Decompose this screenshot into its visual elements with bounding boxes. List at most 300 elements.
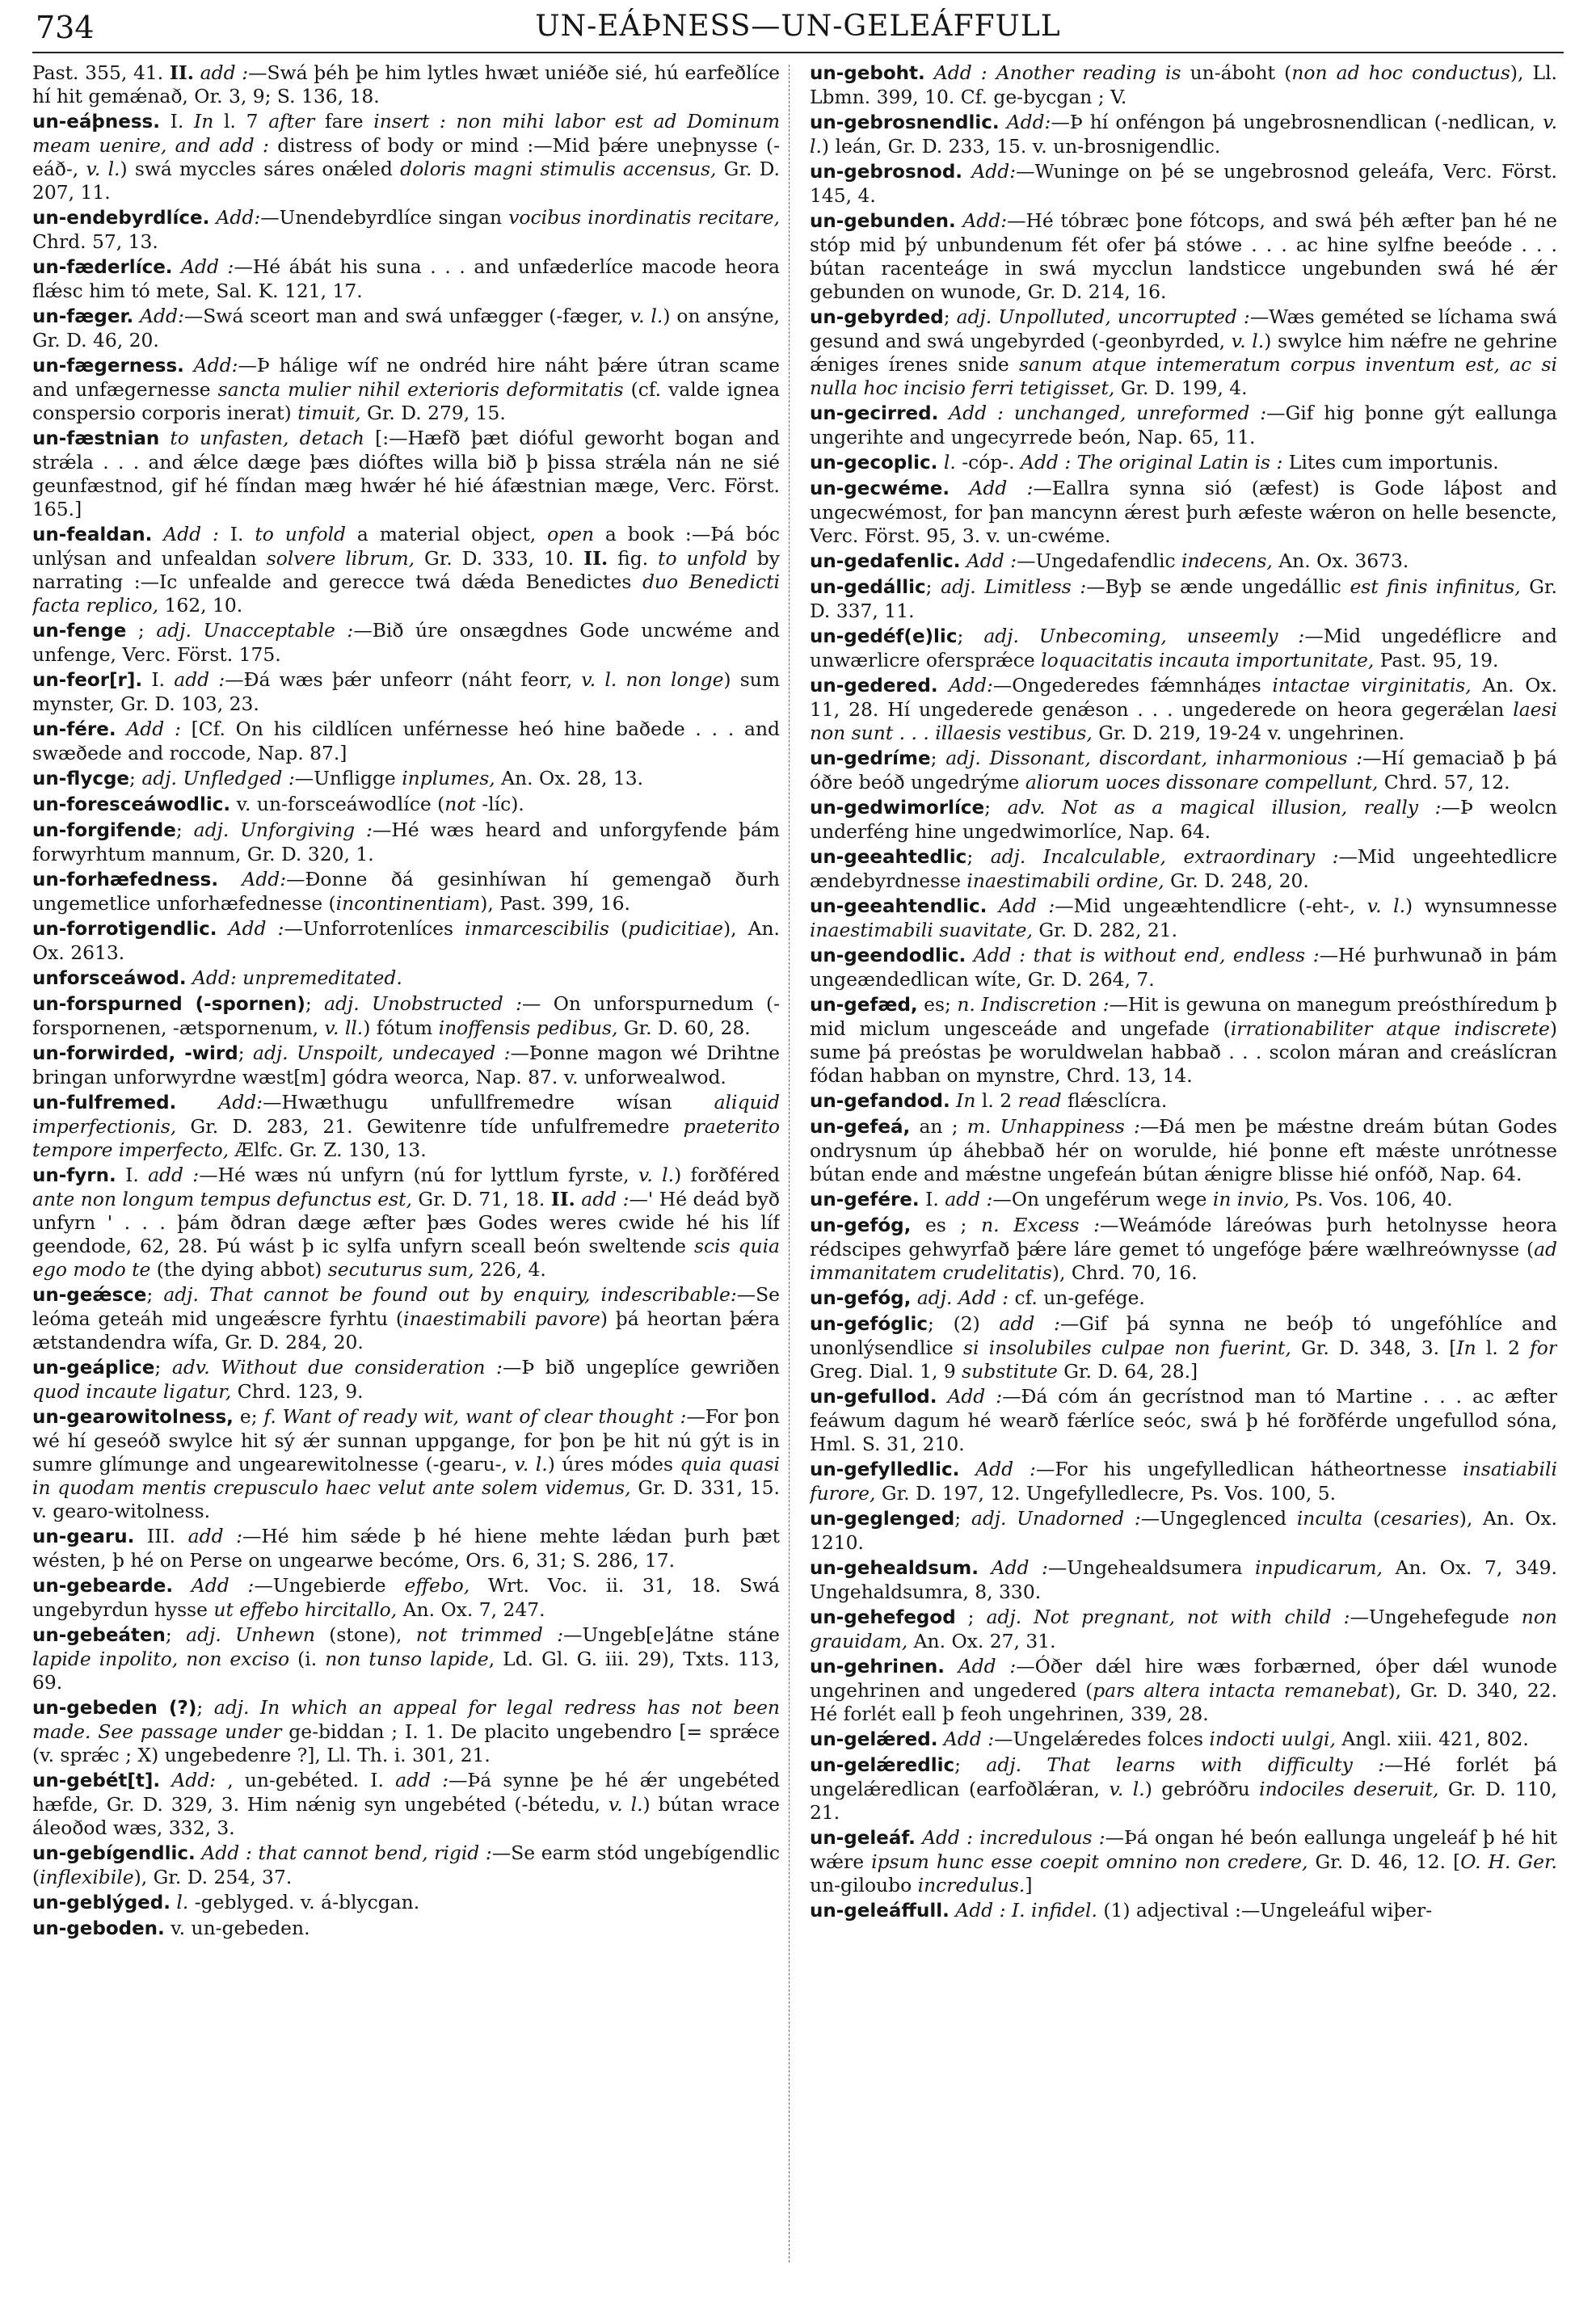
entry-text: ;	[305, 992, 325, 1015]
entry-text: (	[609, 917, 629, 940]
headword: un-geeahtendlic.	[810, 896, 987, 917]
headword: un-fenge	[32, 621, 127, 642]
entry-text: sancta mulier nihil exterioris deformitatis	[217, 378, 624, 401]
entry-text: —Ongederedes fǽmnháдes	[992, 674, 1273, 697]
entry-text: —Wæs geméted se líchama swá gesund and swá ungebyrded (-geonbyrded,	[810, 305, 1557, 352]
entry-text: Add:	[133, 305, 184, 327]
entry-text: adj. Not pregnant, not with child :	[986, 1606, 1350, 1628]
entry-text: v. l.	[86, 158, 120, 180]
headword: un-geboden.	[32, 1918, 165, 1939]
entry-text: pars altera intacta remanebat	[1093, 1679, 1388, 1702]
entry-text: Chrd. 123, 9.	[231, 1380, 364, 1403]
entry-text: Gr. D. 248, 20.	[1164, 869, 1309, 892]
headword: un-geendodlic.	[810, 945, 966, 966]
headword: un-gebearde.	[32, 1576, 174, 1597]
entry-text: In	[956, 1089, 976, 1112]
dictionary-entry	[32, 1405, 780, 1523]
entry-text: l.	[176, 1891, 189, 1913]
entry-text: Ælfc. Gr. Z. 130, 13.	[229, 1139, 427, 1161]
dictionary-entry	[32, 206, 780, 254]
entry-text: I.	[116, 1164, 149, 1186]
column-divider	[789, 65, 790, 2263]
headword: un-gehefegod	[810, 1607, 956, 1628]
entry-text: Gr. D. 46, 12. [	[1308, 1850, 1461, 1873]
entry-text: Add : that is without end, endless :	[966, 944, 1320, 966]
entry-text: (cf. valde ignea conspersio corporis inerat)	[32, 378, 780, 424]
dictionary-entry	[810, 625, 1557, 672]
entry-text: Add :	[116, 718, 181, 740]
entry-text: ) gebróðru	[1144, 1778, 1260, 1800]
entry-text: Gr. D. 331, 15. v. gearo-witolness.	[32, 1476, 780, 1522]
entry-text: fare	[314, 110, 374, 133]
dictionary-entry	[810, 944, 1557, 991]
dictionary-entry	[32, 255, 780, 303]
dictionary-entry	[810, 1286, 1557, 1311]
headword: un-forhæfedness.	[32, 869, 219, 890]
entry-text: ) leán, Gr. D. 233, 15. v. un-brosnigendlic.	[821, 135, 1221, 158]
dictionary-entry	[32, 966, 780, 991]
entry-text: [Cf. On his cildlícen unférnesse heó hine baðede . . . and swæðede and roccode, Nap. 87.]	[32, 718, 780, 764]
entry-text: fig.	[608, 547, 659, 570]
entry-text: Add :	[173, 1574, 255, 1597]
dictionary-entry	[810, 1826, 1557, 1897]
entry-text: —Þonne magon wé Drihtne bringan unforwyrdne wæst[m] gódra weorca, Nap. 87. v. unforwealwod.	[32, 1042, 780, 1088]
entry-text: Gr. D. 110, 21.	[810, 1778, 1557, 1824]
headword: un-gebrosnod.	[810, 162, 963, 183]
dictionary-entry	[810, 1312, 1557, 1383]
entry-text: ), Past. 399, 16.	[480, 892, 630, 915]
entry-text: —Ungehealdsumera	[1047, 1556, 1256, 1579]
entry-text: In	[1456, 1337, 1476, 1359]
entry-text: I.	[919, 1188, 945, 1210]
dictionary-entry	[810, 674, 1557, 745]
entry-text: Wrt. Voc. ii. 31, 18. Swá ungebyrdun hysse	[32, 1574, 780, 1621]
entry-text: adj. Unacceptable :	[156, 619, 354, 642]
dictionary-entry	[810, 845, 1557, 893]
dictionary-entry	[32, 305, 780, 352]
entry-text: Add : Another reading is	[924, 61, 1181, 84]
entry-text: l.	[943, 451, 956, 474]
entry-text: aliorum uoces dissonare compellunt,	[1025, 771, 1379, 793]
dictionary-entry	[810, 1606, 1557, 1653]
entry-text: Past. 95, 19.	[1374, 649, 1499, 671]
entry-text: I.	[142, 668, 175, 691]
headword: un-fyrn.	[32, 1165, 116, 1186]
entry-text: —Ungelǽredes folces	[994, 1728, 1210, 1750]
entry-text: pudicitiae	[628, 917, 723, 940]
entry-text: —Ungedafendlic	[1017, 549, 1181, 572]
headword: un-forrotigendlic.	[32, 919, 217, 940]
entry-text	[911, 1286, 916, 1309]
entry-text: —Ungeglenced	[1140, 1507, 1297, 1530]
entry-text: , Ld. Gl. G. iii. 29), Txts. 113, 69.	[32, 1648, 780, 1694]
headword: un-gefóg,	[810, 1215, 912, 1236]
dictionary-entry	[32, 1283, 780, 1354]
entry-text: Add :	[217, 917, 284, 940]
headword: un-gedríme	[810, 748, 931, 769]
dictionary-entry	[810, 796, 1557, 844]
entry-text: l. 7	[213, 110, 269, 133]
headword: un-geblýged.	[32, 1892, 171, 1913]
entry-text: substitute	[962, 1360, 1058, 1383]
entry-text: —Eallra synna sió (æfest) is Gode láþost and ungecwémost, for þan mancynn ǽrest þurh æfeste wǽron on helle besencte, Verc. Först. 95, 3. v. un-cwéme.	[810, 477, 1557, 547]
headword: un-gefæd,	[810, 995, 918, 1016]
entry-text: read	[1017, 1089, 1062, 1112]
entry-text: irrationabiliter atque indiscrete	[1230, 1017, 1550, 1040]
headword: un-gebyrded	[810, 307, 944, 328]
dictionary-entry	[32, 110, 780, 204]
entry-text: Gr. D. 60, 28.	[617, 1017, 751, 1039]
entry-text: —Byþ se ænde ungedállic	[1086, 575, 1350, 598]
entry-text: Add :	[978, 1556, 1048, 1579]
entry-text: e;	[233, 1405, 264, 1428]
entry-text: —Þ weolcn underféng hine ungedwimorlíce, Nap. 64.	[810, 796, 1557, 843]
entry-text: ) forðféred	[674, 1164, 780, 1186]
dictionary-entry	[32, 619, 780, 667]
entry-text: Chrd. 57, 12.	[1378, 771, 1510, 793]
entry-text: v. ll.	[324, 1017, 364, 1039]
headword: un-fére.	[32, 719, 116, 740]
dictionary-entry	[810, 402, 1557, 449]
entry-text: ;	[925, 575, 941, 598]
entry-text: —Weámóde láreówas þurh hetolnysse heora rédscipes gehwyrfað þǽre láre gemet tó ungefóge þǽre wælhreównysse (	[810, 1214, 1557, 1261]
entry-text: Gr. D. 348, 3. [	[1291, 1337, 1457, 1359]
dictionary-entry	[32, 668, 780, 716]
entry-text: l. 2	[975, 1089, 1018, 1112]
headword: un-fæger.	[32, 306, 134, 327]
entry-text: inflexibile	[40, 1866, 134, 1888]
entry-text: inculta	[1296, 1507, 1363, 1530]
entry-text: Add :	[937, 1728, 995, 1750]
entry-text: [:—Hæfð þæt dióful geworht bogan and strǽla . . . and ǽlce dæge þæs dióftes willa bið þ þissa strǽla nán ne sié geunfæstnod, gif hé fíndan mæg hwǽr hé hié áfæstnian mæge, Verc. Först. 165.]	[32, 427, 780, 520]
headword: unforsceáwod.	[32, 968, 187, 989]
entry-text: —Hí gemaciað þ þá óðre beóð ungedrýme	[810, 747, 1557, 793]
entry-text: —Unendebyrdlíce singan	[260, 206, 509, 229]
entry-text: adj. Unbecoming, unseemly :	[983, 625, 1305, 647]
entry-text: Ps. Vos. 106, 40.	[1289, 1188, 1453, 1210]
entry-text: adv. Without due consideration :	[171, 1356, 503, 1379]
entry-text: ) swylce him nǽfre ne gehrine ǽniges írenes snide	[810, 330, 1557, 376]
entry-text: to unfold	[255, 523, 347, 545]
entry-text: scis quia ego modo te	[32, 1235, 780, 1281]
entry-text: ;	[196, 1696, 214, 1719]
dictionary-entry	[810, 209, 1557, 304]
entry-text: adj. Unobstructed :	[324, 992, 522, 1015]
entry-text: ;	[943, 305, 957, 328]
headword: un-forspurned (-spornen)	[32, 994, 305, 1015]
entry-text: —Hé him sǽde þ hé hiene mehte lǽdan þurh þæt wésten, þ hé on Perse on ungearwe becóme, Ors. 6, 31; S. 286, 17.	[32, 1525, 780, 1572]
entry-text: —Hé forlét þá ungelǽredlican (earfoðlǽran,	[810, 1753, 1557, 1800]
entry-text: intactae virginitatis,	[1272, 674, 1472, 697]
entry-text: ;	[966, 845, 991, 868]
entry-text: -cóp-.	[955, 451, 1021, 474]
entry-text: lapide inpolito, non exciso	[32, 1648, 290, 1670]
entry-text: adj. Dissonant, discordant, inharmonious :	[945, 747, 1363, 769]
headword: un-gebeden (?)	[32, 1698, 197, 1719]
entry-text: 226, 4.	[474, 1258, 546, 1281]
entry-text: by narrating :—Ic unfealde and gerecce twá dǽda Benedictes	[32, 547, 780, 593]
entry-text: An. Ox. 7, 247.	[397, 1598, 545, 1621]
entry-text: An. Ox. 27, 31.	[907, 1630, 1056, 1652]
dictionary-entry	[810, 1556, 1557, 1604]
entry-text: —Mid ungedéflicre and unwærlicre ofersprǽce	[810, 625, 1557, 671]
entry-text: add :	[395, 1769, 449, 1791]
headword: un-feor[r].	[32, 670, 143, 691]
entry-text: insert : non mihi labor est ad Dominum meam uenire, and add :	[32, 110, 780, 157]
entry-text: si insolubiles culpae non fuerint,	[962, 1337, 1291, 1359]
entry-text: —Óðer dǽl hire wæs forbærned, óþer dǽl wunode ungehrinen and ungedered (	[810, 1655, 1557, 1702]
entry-text: ; (2)	[928, 1312, 1000, 1335]
entry-text: —Mid ungeehtedlicre ændebyrdnesse	[810, 845, 1557, 892]
entry-text: v. l.	[1366, 895, 1406, 917]
dictionary-entry	[32, 868, 780, 916]
entry-text: adj. Unforgiving :	[193, 819, 373, 841]
entry-text: v. l.	[1109, 1778, 1145, 1800]
entry-text: secuturus sum,	[327, 1258, 474, 1281]
entry-text: ), Chrd. 70, 16.	[1051, 1261, 1198, 1284]
left-column	[32, 61, 780, 2267]
entry-text: Add :	[960, 549, 1017, 572]
entry-text: ), Gr. D. 340, 22. Hé forlét eall þ feoh ungehrinen, 339, 28.	[810, 1679, 1557, 1725]
entry-text: ) wynsumnesse	[1405, 895, 1557, 917]
headword: un-gefullod.	[810, 1387, 937, 1408]
headword: un-fæderlíce.	[32, 257, 173, 278]
entry-text: inaestimabili pavore	[403, 1307, 600, 1330]
entry-text: Gr. D. 199, 4.	[1114, 377, 1248, 399]
entry-text: es ;	[911, 1214, 982, 1236]
entry-text: -geblyged. v. á-blycgan.	[188, 1891, 420, 1913]
headword: un-forgifende	[32, 820, 176, 841]
entry-text: Gr. D. 71, 18.	[411, 1188, 551, 1210]
entry-text: Greg. Dial. 1, 9	[810, 1360, 962, 1383]
dictionary-entry	[810, 111, 1557, 158]
headword: un-gehealdsum.	[810, 1558, 979, 1579]
headword: un-gedwimorlíce	[810, 798, 985, 819]
entry-text: ;	[154, 1356, 172, 1379]
entry-text: III.	[134, 1525, 188, 1547]
entry-text: ante non longum tempus defunctus est,	[32, 1188, 412, 1210]
entry-text: ge-biddan ; I. 1. De placito ungebendro [= sprǽce (v. sprǽc ; X) ungebedenre ?], Ll. Th. i. 301, 21.	[32, 1720, 780, 1766]
entry-text: inmarcescibilis	[465, 917, 609, 940]
headword: un-fægerness.	[32, 356, 184, 377]
dictionary-entry	[810, 1655, 1557, 1726]
entry-text: —Gif þá synna ne beóþ tó ungefóhlíce and unonlýsendlice	[810, 1312, 1557, 1359]
headword: un-endebyrdlíce.	[32, 208, 210, 229]
entry-text: Lites cum importunis.	[1282, 451, 1499, 474]
entry-text: v. un-gebeden.	[164, 1917, 310, 1939]
entry-text: m. Unhappiness :	[966, 1115, 1140, 1138]
entry-text: n. Indiscretion :	[957, 993, 1110, 1016]
entry-text: un-áboht (	[1181, 61, 1292, 84]
entry-text: Add : I. infidel.	[949, 1899, 1097, 1922]
entry-text: (stone),	[314, 1623, 416, 1646]
entry-text: inplumes,	[402, 767, 495, 789]
entry-text: add :	[174, 668, 225, 691]
entry-text: —Þ hálige wíf ne ondréd hire náht þǽre útran scame and unfægernesse	[32, 354, 780, 401]
entry-text: inaestimabili ordine,	[966, 869, 1164, 892]
entry-text: doloris magni stimulis accensus,	[400, 158, 717, 180]
entry-text: un-giloubo	[810, 1874, 918, 1896]
dictionary-entry	[32, 1574, 780, 1622]
entry-text: adj. Unhewn	[186, 1623, 315, 1646]
entry-text: praeterito tempore imperfecto,	[32, 1115, 780, 1161]
entry-text: es;	[917, 993, 958, 1016]
entry-text: adj. Add :	[916, 1286, 1009, 1309]
entry-text: solvere librum,	[266, 547, 415, 570]
entry-text: adj. In which an appeal for legal redress has not been made. See passage under	[32, 1696, 780, 1743]
entry-text: Add :	[959, 1458, 1036, 1480]
entry-text: —Ðá men þe mǽstne dreám bútan Godes ondrysnum úp áhebbað hér on worulde, hié þonne eft mǽste unrótnesse bútan ende and mǽstne ungefeán bútan ǽnigre blisse hié onfóð, Nap. 64.	[810, 1115, 1557, 1185]
dictionary-entry	[810, 549, 1557, 574]
headword: un-gelǽredlic	[810, 1755, 955, 1776]
entry-text: v. l. non longe	[581, 668, 724, 691]
headword: un-gefére.	[810, 1189, 920, 1210]
dictionary-entry	[810, 305, 1557, 400]
entry-text: —Unfligge	[294, 767, 402, 789]
entry-text: Add:	[999, 111, 1051, 133]
headword: un-gefeá,	[810, 1117, 911, 1138]
dictionary-entry	[810, 61, 1557, 109]
dictionary-entry	[32, 1164, 780, 1282]
entry-text: II.	[550, 1188, 575, 1210]
entry-text: Chrd. 57, 13.	[32, 230, 158, 253]
entry-text: sanum atque intemeratum corpus inventum est, ac si nulla hoc incisio ferri tetigisset,	[810, 353, 1557, 399]
entry-text: not	[444, 793, 476, 815]
entry-text: indociles deseruit,	[1259, 1778, 1439, 1800]
dictionary-entry	[810, 1115, 1557, 1186]
entry-text: cf. un-gefége.	[1009, 1286, 1145, 1309]
entry-text: ) swá myccles sáres onǽled	[120, 158, 401, 180]
entry-text: ), An. Ox. 2613.	[32, 917, 780, 964]
dictionary-entry	[810, 895, 1557, 942]
entry-text: ipsum hunc esse coepit omnino non credere,	[871, 1850, 1308, 1873]
right-column	[810, 61, 1557, 2267]
entry-text: timuit,	[297, 402, 361, 424]
headword: un-gecoplic.	[810, 453, 938, 474]
headword: un-geeahtedlic	[810, 847, 967, 868]
entry-text: Add : unchanged, unreformed :	[938, 402, 1267, 424]
headword: un-gebeáten	[32, 1625, 166, 1646]
entry-text: ]	[1025, 1874, 1033, 1896]
entry-text: —For his ungefylledlican hátheortnesse	[1035, 1458, 1463, 1480]
headword: un-gecwéme.	[810, 478, 950, 499]
headword: un-gehrinen.	[810, 1656, 945, 1677]
entry-text: In	[194, 110, 214, 133]
entry-text: add :	[945, 1188, 993, 1210]
entry-text: f. Want of ready wit, want of clear thought :	[263, 1405, 687, 1428]
entry-text: —Ungeb[e]átne stáne	[563, 1623, 780, 1646]
entry-text: Add : that cannot bend, rigid :	[195, 1842, 492, 1864]
dictionary-entry	[810, 1728, 1557, 1752]
entry-text: quia quasi in quodam mentis crepusculo haec velut ante solem videmus,	[32, 1453, 780, 1499]
entry-text: Add:	[218, 868, 287, 890]
entry-text: adj. Unspoilt, undecayed :	[253, 1042, 511, 1064]
entry-text: v. l.	[810, 111, 1557, 158]
entry-text: (1) adjectival :—Ungeleáful wiþer-	[1097, 1899, 1433, 1922]
headword: un-flycge	[32, 768, 130, 789]
headword: un-forwirded, -wird	[32, 1043, 238, 1064]
dictionary-entry	[32, 427, 780, 521]
entry-text: Add:	[176, 1091, 263, 1113]
entry-text: —On ungeférum wege	[992, 1188, 1213, 1210]
entry-text: ;	[175, 819, 194, 841]
entry-text: II.	[169, 61, 194, 84]
headword: un-fæstnian	[32, 428, 160, 449]
entry-text: in invio,	[1212, 1188, 1290, 1210]
entry-text: incontinentiam	[335, 892, 481, 915]
dictionary-entry	[32, 1042, 780, 1089]
entry-text: add :	[193, 61, 249, 84]
entry-text: v. l.	[514, 1453, 548, 1475]
entry-text: Add:	[962, 160, 1017, 183]
dictionary-entry	[810, 1753, 1557, 1825]
entry-text	[159, 427, 170, 449]
headword: un-gebét[t].	[32, 1770, 161, 1791]
entry-text: —Ðonne ðá gesinhíwan hí gemengað ðurh ungemetlice unforhæfednesse (	[32, 868, 780, 915]
entry-text: ) on ansýne, Gr. D. 46, 20.	[32, 305, 780, 351]
entry-text: ), Gr. D. 254, 37.	[133, 1866, 293, 1888]
entry-text: —Þ hí onféngon þá ungebrosnendlican (-nedlican,	[1051, 111, 1543, 133]
entry-text: —Unforrotenlíces	[284, 917, 465, 940]
entry-text: add :	[999, 1312, 1060, 1335]
headword: un-geáplice	[32, 1358, 155, 1379]
headword: un-gedéf(e)lic	[810, 626, 958, 647]
entry-text: after	[268, 110, 315, 133]
entry-text: An. Ox. 3673.	[1272, 549, 1409, 572]
headword: un-gedafenlic.	[810, 551, 961, 572]
entry-text: ) fótum	[363, 1017, 439, 1039]
dictionary-entry	[810, 1899, 1557, 1923]
dictionary-entry	[32, 1623, 780, 1694]
entry-text: Add :	[152, 523, 219, 545]
headword: un-gefylledlic.	[810, 1459, 960, 1480]
entry-text: incredulus.	[917, 1874, 1025, 1896]
entry-text: Gr. D. 282, 21.	[1032, 919, 1178, 941]
headword: un-geleáf.	[810, 1828, 916, 1849]
entry-text: Gr. D. 283, 21. Gewitenre tíde unfulfremedre	[176, 1115, 684, 1138]
entry-text: adj. That cannot be found out by enquiry, indescribable:	[163, 1283, 737, 1306]
entry-text: Gr. D. 197, 12. Ungefylledlecre, Ps. Vos. 100, 5.	[875, 1482, 1337, 1505]
dictionary-entry	[32, 1842, 780, 1889]
dictionary-entry	[32, 1696, 780, 1767]
entry-text: Gr. D. 219, 19-24 v. ungehrinen.	[1092, 722, 1404, 744]
entry-text: adv. Not as a magical illusion, really :	[1007, 796, 1442, 819]
dictionary-entry	[32, 1356, 780, 1404]
entry-text: l. 2	[1476, 1337, 1531, 1359]
dictionary-entry	[810, 575, 1557, 623]
entry-text: —Bið úre onsægdnes Gode uncwéme and unfenge, Verc. Först. 175.	[32, 619, 780, 666]
entry-text: —Swá þéh þe him lytles hwæt uniéðe sié, hú earfeðlíce hí hit gemǽnað, Or. 3, 9; S. 136, 18.	[32, 61, 780, 107]
entry-text: ad immanitatem crudelitatis	[810, 1238, 1557, 1284]
entry-text: ) þá heortan þǽra ætstandendra wífa, Gr. D. 284, 20.	[32, 1307, 780, 1353]
entry-text: non ad hoc conductus	[1291, 61, 1510, 84]
headword: un-gedállic	[810, 577, 926, 598]
dictionary-entry	[32, 793, 780, 817]
dictionary-entry	[810, 451, 1557, 475]
dictionary-entry	[810, 160, 1557, 208]
entry-text: Gr. D. 207, 11.	[32, 158, 780, 204]
entry-text: indocti uulgi,	[1209, 1728, 1336, 1750]
dictionary-entry	[32, 354, 780, 425]
entry-text: (i.	[289, 1648, 326, 1670]
entry-text: O. H. Ger.	[1460, 1850, 1557, 1873]
entry-text: —Se leóma geteáh mid ungeǽscre fyrhtu (	[32, 1283, 780, 1330]
dictionary-entry	[32, 523, 780, 617]
headword: un-geleáffull.	[810, 1901, 950, 1922]
dictionary-entry	[810, 477, 1557, 548]
entry-text: ) bútan wrace áleoðod wæs, 332, 3.	[32, 1793, 780, 1839]
entry-text: —Hé wæs nú unfyrn (nú for lyttlum fyrste,	[199, 1164, 638, 1186]
